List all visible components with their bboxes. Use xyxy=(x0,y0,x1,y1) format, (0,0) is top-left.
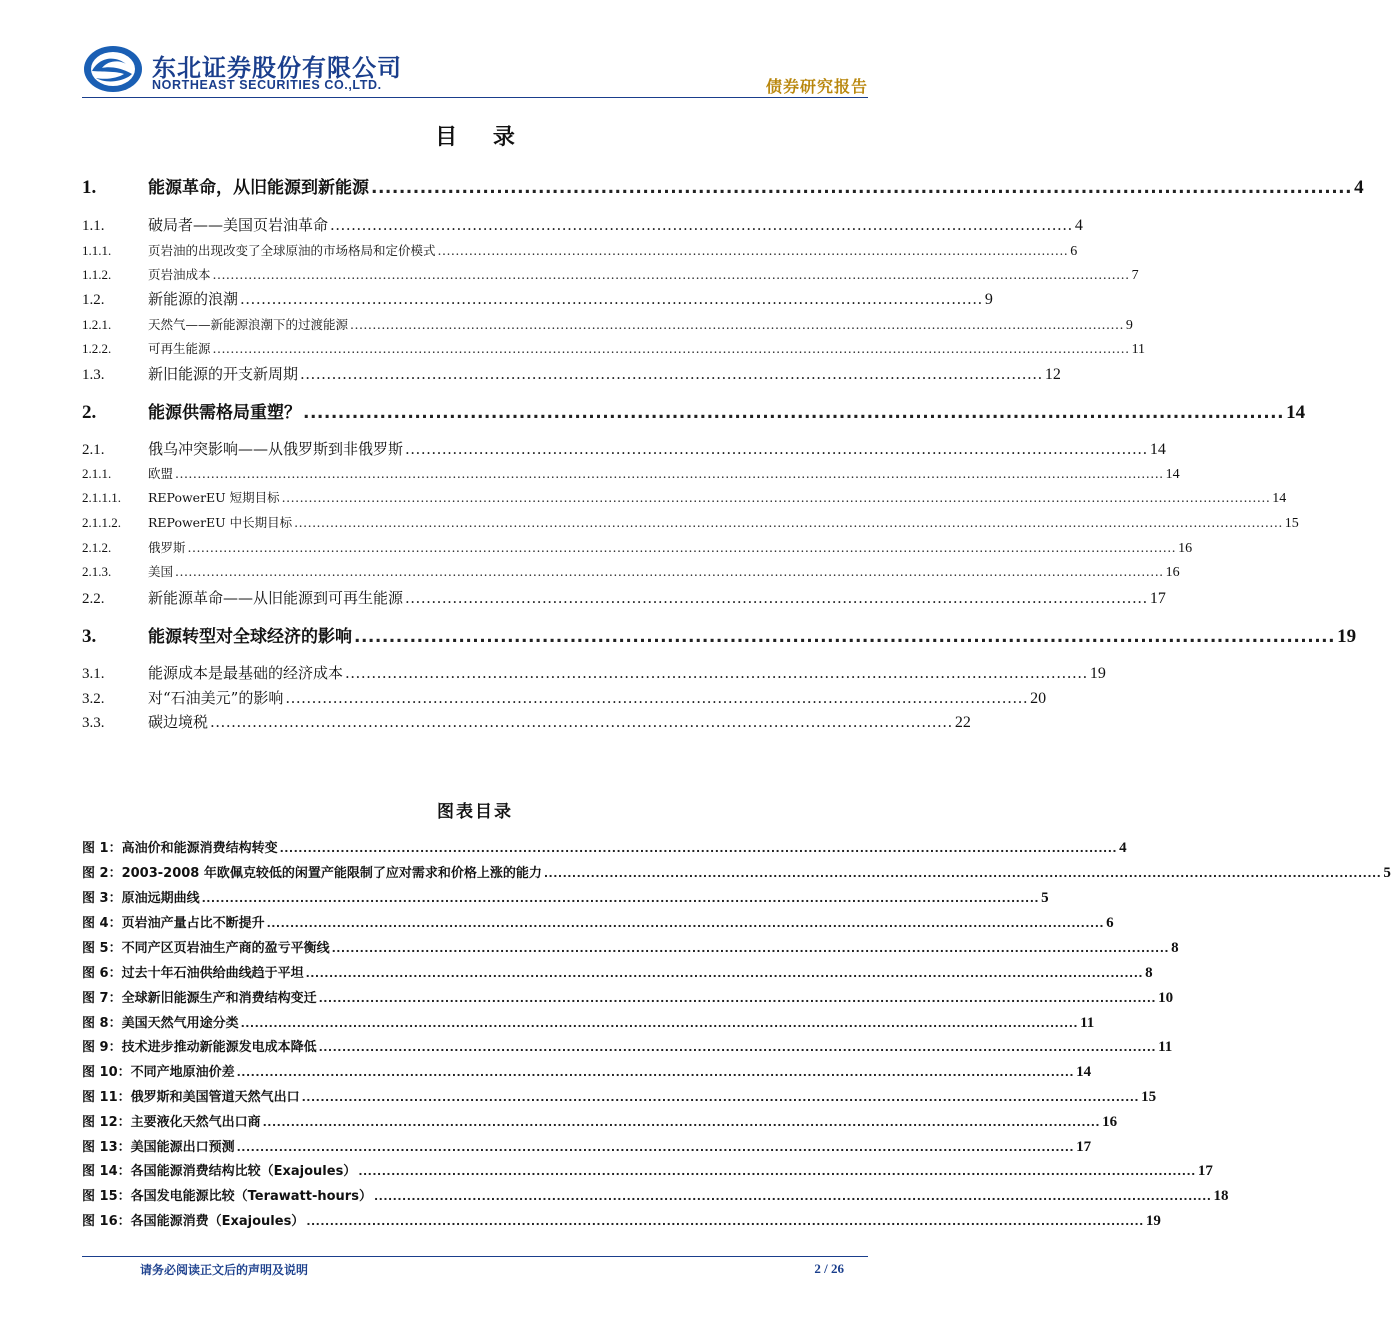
figure-entry[interactable] xyxy=(82,962,1153,982)
toc-entry[interactable] xyxy=(82,488,1287,507)
figure-entry-page: 14 xyxy=(1076,1064,1092,1080)
figure-entry-page: 4 xyxy=(1119,840,1127,856)
figure-entry[interactable] xyxy=(82,1210,1161,1230)
toc-entry[interactable] xyxy=(82,662,1106,683)
toc-entry-number: 1.1.2. xyxy=(82,267,112,282)
toc-entry-page: 14 xyxy=(1286,402,1306,423)
toc-entry[interactable] xyxy=(82,538,1193,557)
footer-disclaimer: 请务必阅读正文后的声明及说明 xyxy=(140,1263,309,1277)
toc-entry-page: 15 xyxy=(1284,516,1299,531)
toc-entry-page: 11 xyxy=(1131,342,1146,357)
toc-entry-page: 12 xyxy=(1044,366,1061,383)
figure-entry-label: 图 2：2003-2008 年欧佩克较低的闲置产能限制了应对需求和价格上涨的能力 xyxy=(82,866,542,881)
leader-dots: ............................................................................................................................................................................................................................. xyxy=(175,466,1164,481)
toc-entry[interactable] xyxy=(82,562,1180,581)
leader-dots: ............................................................................................................................................. xyxy=(240,290,983,308)
toc-entry-page: 14 xyxy=(1272,491,1287,506)
toc-entry-title: REPowerEU 中长期目标 xyxy=(148,515,293,530)
figure-entry-label: 图 8：美国天然气用途分类 xyxy=(82,1016,239,1031)
toc-entry-number: 3.2. xyxy=(82,691,105,707)
leader-dots: ............................................................................................................................................. xyxy=(371,178,1353,198)
page-indicator: 2 / 26 xyxy=(814,1261,844,1276)
toc-entry-title: 对“石油美元”的影响 xyxy=(148,689,284,707)
figure-entry-page: 6 xyxy=(1106,915,1114,931)
toc-entry-number: 3.1. xyxy=(82,666,105,682)
figure-entry[interactable] xyxy=(82,1036,1173,1056)
leader-dots: ................................................................................................................................................................................... xyxy=(543,867,1382,880)
toc-entry-title: 美国 xyxy=(148,564,174,579)
toc-entry-page: 20 xyxy=(1030,690,1047,707)
leader-dots: ............................................................................................................................................. xyxy=(330,216,1073,234)
toc-entry-page: 9 xyxy=(984,291,993,308)
toc-entry-title: 可再生能源 xyxy=(148,341,211,356)
toc-entry-title: 俄乌冲突影响——从俄罗斯到非俄罗斯 xyxy=(148,440,404,458)
figure-entry-label: 图 3：原油远期曲线 xyxy=(82,891,200,906)
figure-entry[interactable] xyxy=(82,862,1391,882)
leader-dots: ............................................................................................................................................. xyxy=(354,627,1336,647)
toc-entry-number: 2.1.1.1. xyxy=(82,490,121,505)
toc-entry-page: 9 xyxy=(1125,318,1133,333)
toc-entry-title: 新能源革命——从旧能源到可再生能源 xyxy=(148,589,404,607)
toc-entry[interactable] xyxy=(82,513,1299,532)
toc-entry-number: 3. xyxy=(82,626,97,647)
toc-entry-number: 2.1.1. xyxy=(82,466,112,481)
leader-dots: ................................................................................................................................................................................... xyxy=(201,892,1040,905)
leader-dots: ............................................................................................................................................. xyxy=(345,664,1088,682)
figure-entry-page: 5 xyxy=(1383,865,1391,881)
leader-dots: ............................................................................................................................................. xyxy=(210,713,953,731)
figure-entry-page: 8 xyxy=(1171,940,1179,956)
toc-entry-page: 19 xyxy=(1089,665,1106,682)
toc-entry-title: 天然气——新能源浪潮下的过渡能源 xyxy=(148,317,349,332)
figure-entry-page: 11 xyxy=(1080,1015,1095,1031)
figure-entry-page: 8 xyxy=(1145,965,1153,981)
toc-entry-title: 新旧能源的开支新周期 xyxy=(148,365,299,383)
leader-dots: ............................................................................................................................................. xyxy=(285,689,1029,707)
toc-entry-title: REPowerEU 短期目标 xyxy=(148,490,280,505)
header-divider xyxy=(82,97,868,98)
figure-entry[interactable] xyxy=(82,837,1127,857)
figure-entry[interactable] xyxy=(82,1185,1229,1205)
leader-dots: ............................................................................................................................................. xyxy=(405,589,1148,607)
leader-dots: ................................................................................................................................................................................... xyxy=(266,917,1105,930)
toc-entry[interactable] xyxy=(82,173,1364,199)
leader-dots: ............................................................................................................................................................................................................................. xyxy=(175,564,1164,579)
leader-dots: ............................................................................................................................................. xyxy=(405,440,1148,458)
figure-entry-label: 图 9：技术进步推动新能源发电成本降低 xyxy=(82,1040,317,1055)
figure-entry-label: 图 5：不同产区页岩油生产商的盈亏平衡线 xyxy=(82,941,330,956)
leader-dots: ............................................................................................................................................................................................................. xyxy=(212,267,1130,282)
footer-divider xyxy=(82,1256,868,1257)
toc-entry-page: 14 xyxy=(1165,467,1180,482)
toc-entry-title: 破局者——美国页岩油革命 xyxy=(148,216,329,234)
toc-entry-title: 能源革命，从旧能源到新能源 xyxy=(148,178,369,198)
figure-entry-page: 5 xyxy=(1041,890,1049,906)
figure-entry-page: 17 xyxy=(1076,1139,1092,1155)
toc-entry-title: 能源成本是最基础的经济成本 xyxy=(148,664,344,682)
toc-entry[interactable] xyxy=(82,339,1146,358)
figure-entry[interactable] xyxy=(82,1136,1092,1156)
leader-dots: ............................................................................................................................................. xyxy=(300,365,1043,383)
figure-entry-label: 图 11：俄罗斯和美国管道天然气出口 xyxy=(82,1090,300,1105)
toc-entry[interactable] xyxy=(82,315,1133,334)
figure-entry-page: 19 xyxy=(1145,1213,1161,1229)
leader-dots: ............................................................................................................................................. xyxy=(303,403,1285,423)
toc-entry-number: 2.1.2. xyxy=(82,540,112,555)
figure-entry[interactable] xyxy=(82,1086,1157,1106)
figure-entry-page: 11 xyxy=(1158,1039,1173,1055)
toc-entry-number: 2.1.3. xyxy=(82,564,112,579)
figure-entry[interactable] xyxy=(82,1160,1213,1180)
toc-entry[interactable] xyxy=(82,711,971,732)
toc-entry-number: 3.3. xyxy=(82,715,105,731)
figure-entry-page: 15 xyxy=(1141,1089,1157,1105)
toc-entry[interactable] xyxy=(82,438,1166,459)
toc-entry-number: 2.1. xyxy=(82,442,105,458)
toc-entry-title: 页岩油成本 xyxy=(148,267,211,282)
toc-entry-number: 1.1. xyxy=(82,218,105,234)
toc-entry-number: 2.2. xyxy=(82,591,105,607)
leader-dots: ................................................................................................................................................................................... xyxy=(279,842,1118,855)
leader-dots: ................................................................................................................................................................................... xyxy=(262,1116,1101,1129)
figure-entry-page: 10 xyxy=(1158,990,1174,1006)
toc-entry[interactable] xyxy=(82,464,1180,483)
figure-entry-page: 18 xyxy=(1213,1188,1229,1204)
figure-entry-page: 17 xyxy=(1197,1163,1213,1179)
leader-dots: ................................................................................................................................................................................... xyxy=(358,1165,1196,1178)
toc-entry-number: 2.1.1.2. xyxy=(82,515,121,530)
company-name-en: NORTHEAST SECURITIES CO.,LTD. xyxy=(152,78,382,92)
toc-entry[interactable] xyxy=(82,398,1306,424)
toc-entry-number: 1.2.1. xyxy=(82,317,112,332)
toc-entry-page: 16 xyxy=(1165,565,1180,580)
leader-dots: ................................................................................................................................................................................... xyxy=(318,992,1157,1005)
toc-entry-title: 页岩油的出现改变了全球原油的市场格局和定价模式 xyxy=(148,243,436,258)
toc-entry-title: 新能源的浪潮 xyxy=(148,290,239,308)
figure-entry-label: 图 12：主要液化天然气出口商 xyxy=(82,1115,261,1130)
leader-dots: ................................................................................................................................................................................... xyxy=(236,1066,1075,1079)
toc-entry-number: 1.3. xyxy=(82,367,105,383)
toc-entry-page: 7 xyxy=(1131,268,1139,283)
figure-entry-label: 图 13：美国能源出口预测 xyxy=(82,1140,235,1155)
figure-entry[interactable] xyxy=(82,887,1049,907)
leader-dots: ................................................................................................................................................................................... xyxy=(373,1190,1212,1203)
figure-entry-label: 图 4：页岩油产量占比不断提升 xyxy=(82,916,265,931)
toc-entry[interactable] xyxy=(82,288,993,309)
toc-entry-number: 2. xyxy=(82,402,97,423)
figure-entry-label: 图 6：过去十年石油供给曲线趋于平坦 xyxy=(82,966,304,981)
leader-dots: ............................................................................................................................................................................................................. xyxy=(212,341,1130,356)
leader-dots: ................................................................................................................................................................................... xyxy=(306,1215,1144,1228)
figure-entry-label: 图 7：全球新旧能源生产和消费结构变迁 xyxy=(82,991,317,1006)
figure-entry-label: 图 16：各国能源消费（Exajoules） xyxy=(82,1214,305,1229)
toc-entry-title: 欧盟 xyxy=(148,466,174,481)
leader-dots: ............................................................................................................................................................................................................................. xyxy=(187,540,1177,555)
toc-entry-number: 1.2.2. xyxy=(82,341,112,356)
toc-entry-page: 6 xyxy=(1070,244,1078,259)
toc-entry-number: 1. xyxy=(82,177,97,198)
figure-entry[interactable] xyxy=(82,1111,1118,1131)
leader-dots: ................................................................................................................................................................................... xyxy=(301,1091,1140,1104)
toc-entry-page: 4 xyxy=(1354,177,1364,198)
leader-dots: ................................................................................................................................................................................... xyxy=(236,1141,1075,1154)
toc-entry-page: 16 xyxy=(1178,541,1193,556)
toc-entry[interactable] xyxy=(82,622,1357,648)
toc-entry-title: 能源转型对全球经济的影响 xyxy=(148,627,352,647)
report-type: 债券研究报告 xyxy=(765,77,868,96)
figure-entry[interactable] xyxy=(82,912,1114,932)
toc-entry[interactable] xyxy=(82,265,1139,284)
toc-entry[interactable] xyxy=(82,241,1078,260)
figure-entry-label: 图 1：高油价和能源消费结构转变 xyxy=(82,841,278,856)
leader-dots: ................................................................................................................................................................................... xyxy=(305,967,1144,980)
company-logo xyxy=(82,44,144,94)
figure-entry-label: 图 10：不同产地原油价差 xyxy=(82,1065,235,1080)
toc-entry-page: 19 xyxy=(1337,626,1357,647)
toc-title: 目 录 xyxy=(435,125,529,150)
leader-dots: ................................................................................................................................................................................... xyxy=(240,1017,1079,1030)
toc-entry-title: 能源供需格局重塑？ xyxy=(148,403,301,423)
toc-entry-page: 4 xyxy=(1074,217,1083,234)
leader-dots: ................................................................................................................................................................................... xyxy=(318,1041,1157,1054)
toc-entry[interactable] xyxy=(82,214,1083,235)
toc-entry[interactable] xyxy=(82,587,1166,608)
leader-dots: ............................................................................................................................................................................................................................. xyxy=(294,515,1283,530)
toc-entry[interactable] xyxy=(82,363,1061,384)
figure-entry-page: 16 xyxy=(1102,1114,1118,1130)
leader-dots: ............................................................................................................................................................................................................................. xyxy=(281,490,1271,505)
figure-entry[interactable] xyxy=(82,1012,1095,1032)
figure-entry-label: 图 14：各国能源消费结构比较（Exajoules） xyxy=(82,1164,357,1179)
toc-entry-page: 17 xyxy=(1149,590,1166,607)
toc-entry[interactable] xyxy=(82,687,1047,708)
toc-entry-page: 14 xyxy=(1149,441,1166,458)
company-name-cn: 东北证券股份有限公司 xyxy=(152,54,402,82)
figure-list-title: 图表目录 xyxy=(437,802,513,822)
leader-dots: ............................................................................................................................................................................. xyxy=(350,317,1124,332)
leader-dots: ................................................................................................................................................................................... xyxy=(331,942,1170,955)
figure-entry[interactable] xyxy=(82,1061,1092,1081)
figure-entry-label: 图 15：各国发电能源比较（Terawatt-hours） xyxy=(82,1189,372,1204)
toc-entry-title: 俄罗斯 xyxy=(148,540,186,555)
leader-dots: ............................................................................................................................................. xyxy=(437,243,1069,258)
toc-entry-number: 1.2. xyxy=(82,292,105,308)
toc-entry-page: 22 xyxy=(954,714,971,731)
figure-entry[interactable] xyxy=(82,937,1179,957)
toc-entry-number: 1.1.1. xyxy=(82,243,112,258)
toc-entry-title: 碳边境税 xyxy=(148,713,209,731)
figure-entry[interactable] xyxy=(82,987,1174,1007)
